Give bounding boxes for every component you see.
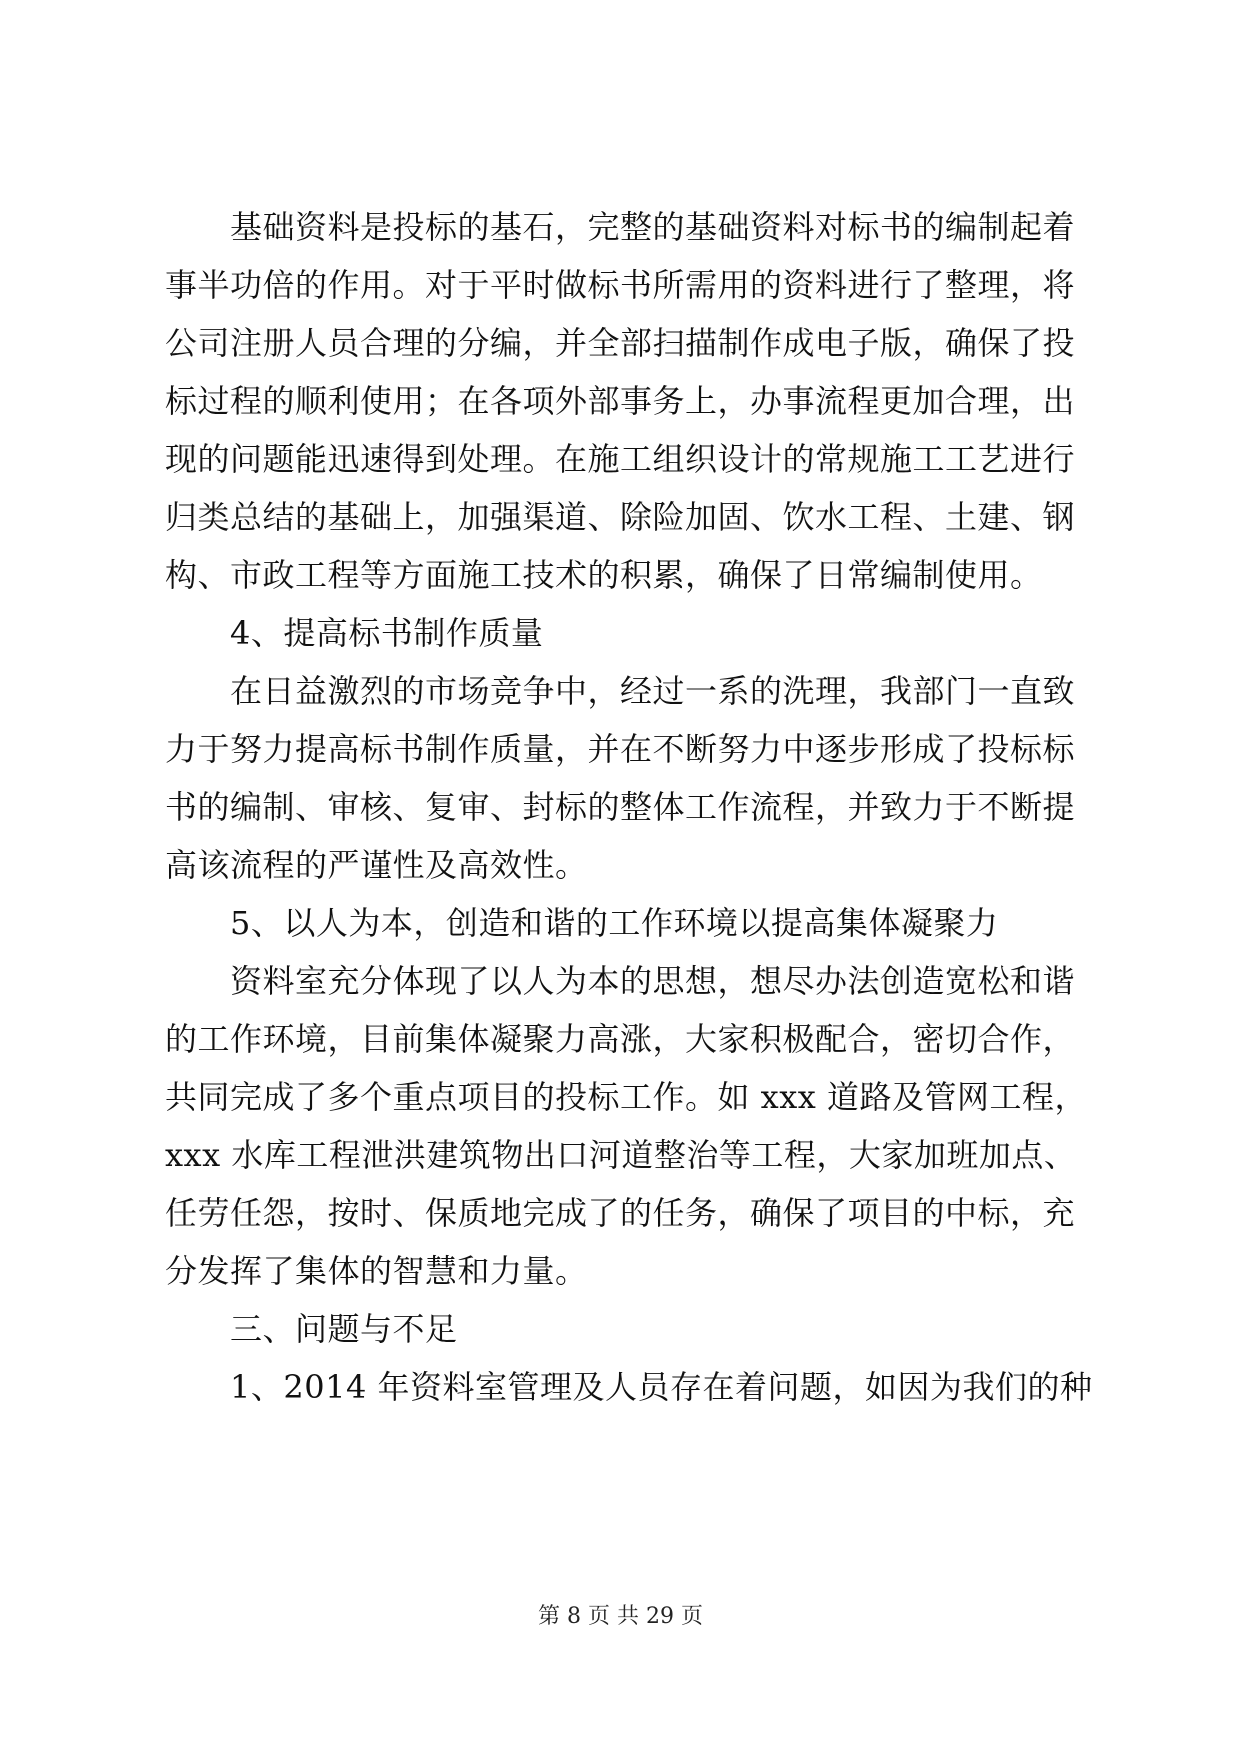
paragraph-line: 事半功倍的作用。对于平时做标书所需用的资料进行了整理，将: [165, 266, 1076, 304]
paragraph-line: 在日益激烈的市场竞争中，经过一系的洗理，我部门一直致: [230, 672, 1076, 710]
paragraph-line: 分发挥了集体的智慧和力量。: [165, 1252, 588, 1290]
paragraph-line: 任劳任怨，按时、保质地完成了的任务，确保了项目的中标，充: [165, 1194, 1076, 1232]
paragraph-line: 力于努力提高标书制作质量，并在不断努力中逐步形成了投标标: [165, 730, 1076, 768]
paragraph-line: 标过程的顺利使用；在各项外部事务上，办事流程更加合理，出: [165, 382, 1076, 420]
paragraph-line: 公司注册人员合理的分编，并全部扫描制作成电子版，确保了投: [165, 324, 1076, 362]
paragraph-line: 现的问题能迅速得到处理。在施工组织设计的常规施工工艺进行: [165, 440, 1076, 478]
page-footer: 第 8 页 共 29 页: [538, 1604, 703, 1629]
section-heading: 三、问题与不足: [230, 1310, 458, 1348]
paragraph-line: 书的编制、审核、复审、封标的整体工作流程，并致力于不断提: [165, 788, 1076, 826]
paragraph-line: 共同完成了多个重点项目的投标工作。如 xxx 道路及管网工程，: [165, 1078, 1087, 1116]
paragraph-line: 的工作环境，目前集体凝聚力高涨，大家积极配合，密切合作，: [165, 1020, 1076, 1058]
paragraph-line: 构、市政工程等方面施工技术的积累，确保了日常编制使用。: [165, 556, 1043, 594]
paragraph-line: 基础资料是投标的基石，完整的基础资料对标书的编制起着: [230, 208, 1076, 246]
paragraph-line: 资料室充分体现了以人为本的思想，想尽办法创造宽松和谐: [230, 962, 1076, 1000]
paragraph-line: 高该流程的严谨性及高效性。: [165, 846, 588, 884]
paragraph-line: 1、2014 年资料室管理及人员存在着问题，如因为我们的种: [230, 1368, 1093, 1406]
section-heading: 4、提高标书制作质量: [230, 614, 544, 652]
paragraph-line: xxx 水库工程泄洪建筑物出口河道整治等工程，大家加班加点、: [165, 1136, 1077, 1174]
section-heading: 5、以人为本，创造和谐的工作环境以提高集体凝聚力: [230, 904, 999, 942]
paragraph-line: 归类总结的基础上，加强渠道、除险加固、饮水工程、土建、钢: [165, 498, 1076, 536]
